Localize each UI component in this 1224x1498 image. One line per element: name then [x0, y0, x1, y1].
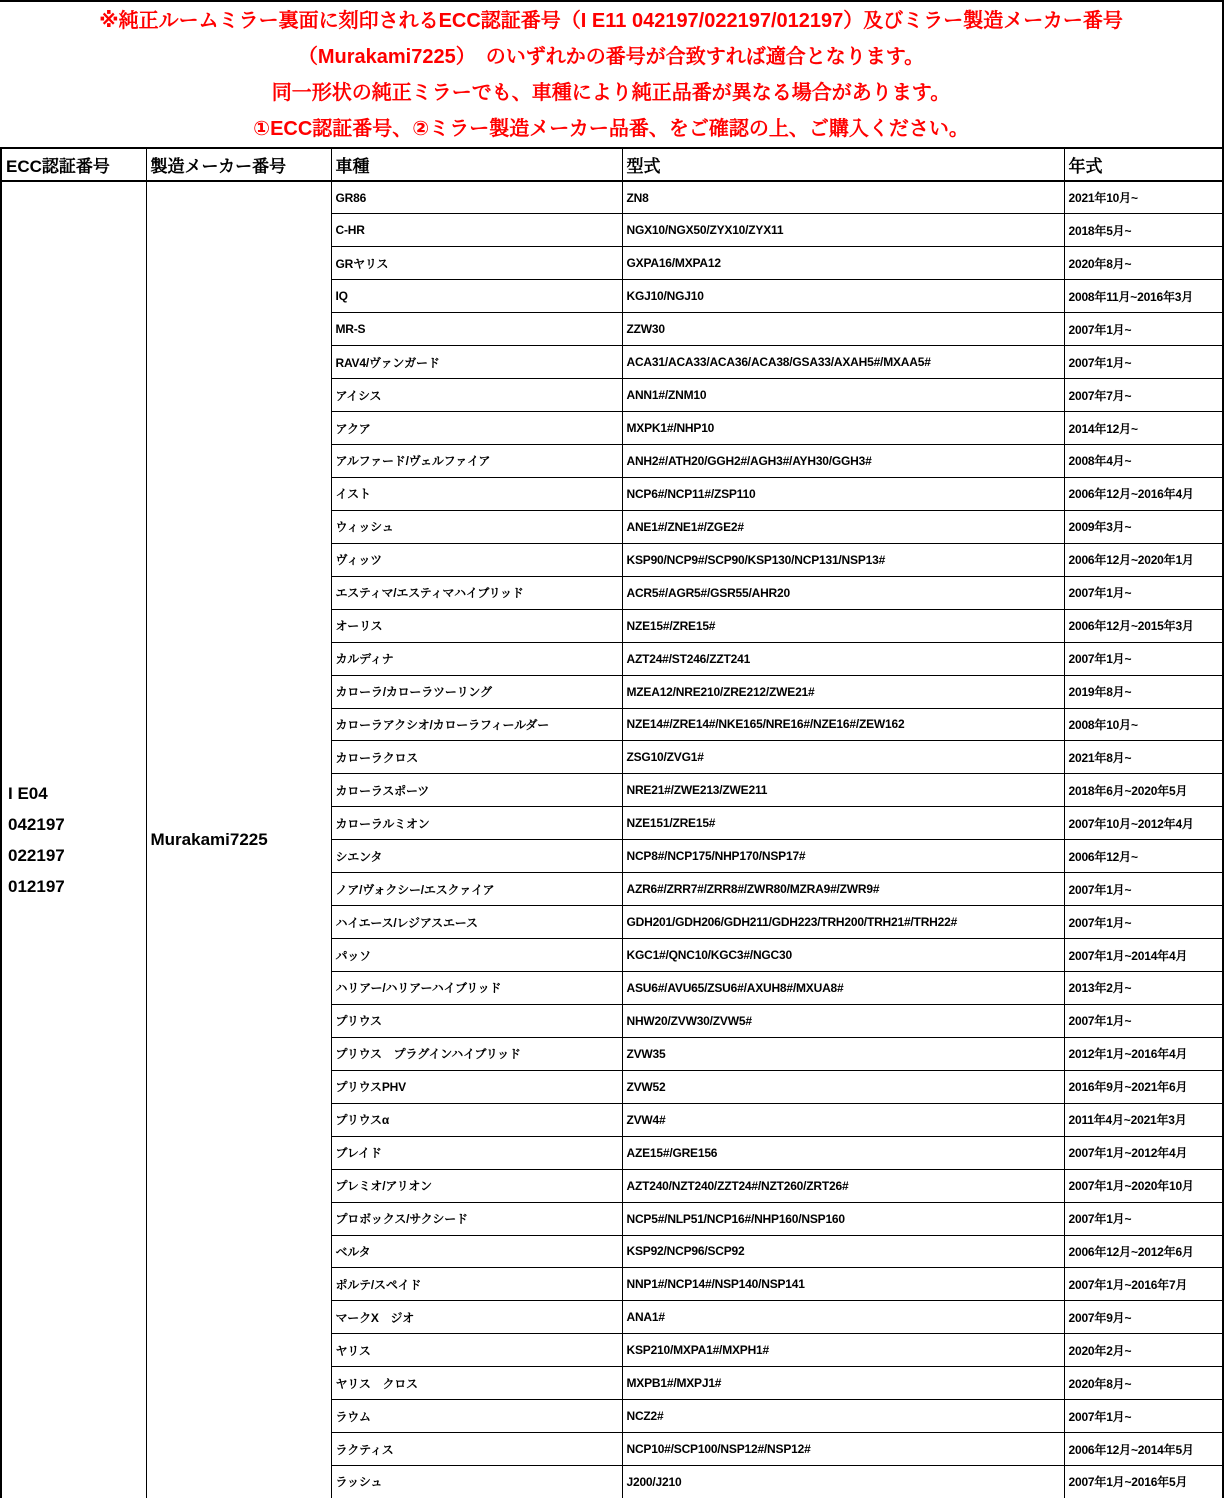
model-cell: オーリス	[331, 609, 622, 642]
chassis-code-cell: MXPK1#/NHP10	[622, 412, 1064, 445]
year-cell: 2007年1月~	[1064, 1400, 1223, 1433]
year-cell: 2007年1月~	[1064, 873, 1223, 906]
year-cell: 2007年1月~2016年5月	[1064, 1466, 1223, 1498]
year-cell: 2007年1月~	[1064, 313, 1223, 346]
column-header-manufacturer-number: 製造メーカー番号	[146, 148, 331, 181]
column-header-model: 車種	[331, 148, 622, 181]
model-cell: ベルタ	[331, 1235, 622, 1268]
model-cell: マークX ジオ	[331, 1301, 622, 1334]
year-cell: 2006年12月~	[1064, 840, 1223, 873]
year-cell: 2013年2月~	[1064, 972, 1223, 1005]
model-cell: カローラアクシオ/カローラフィールダー	[331, 708, 622, 741]
model-cell: プリウスα	[331, 1103, 622, 1136]
chassis-code-cell: ZSG10/ZVG1#	[622, 741, 1064, 774]
header-row	[1, 148, 1223, 181]
chassis-code-cell: J200/J210	[622, 1466, 1064, 1498]
chassis-code-cell: ZVW52	[622, 1070, 1064, 1103]
ecc-number-line: 042197	[8, 814, 65, 834]
year-cell: 2007年1月~2020年10月	[1064, 1169, 1223, 1202]
model-cell: ヴィッツ	[331, 543, 622, 576]
model-cell: プロボックス/サクシード	[331, 1202, 622, 1235]
chassis-code-cell: NRE21#/ZWE213/ZWE211	[622, 774, 1064, 807]
year-cell: 2007年1月~	[1064, 346, 1223, 379]
model-cell: プリウス	[331, 1004, 622, 1037]
chassis-code-cell: ANN1#/ZNM10	[622, 379, 1064, 412]
chassis-code-cell: KSP210/MXPA1#/MXPH1#	[622, 1334, 1064, 1367]
chassis-code-cell: GXPA16/MXPA12	[622, 247, 1064, 280]
model-cell: ウィッシュ	[331, 510, 622, 543]
chassis-code-cell: NZE15#/ZRE15#	[622, 609, 1064, 642]
chassis-code-cell: NCP6#/NCP11#/ZSP110	[622, 477, 1064, 510]
chassis-code-cell: KSP92/NCP96/SCP92	[622, 1235, 1064, 1268]
model-cell: アクア	[331, 412, 622, 445]
year-cell: 2018年6月~2020年5月	[1064, 774, 1223, 807]
year-cell: 2012年1月~2016年4月	[1064, 1037, 1223, 1070]
model-cell: プリウスPHV	[331, 1070, 622, 1103]
table-body	[1, 181, 1223, 1498]
chassis-code-cell: NCP8#/NCP175/NHP170/NSP17#	[622, 840, 1064, 873]
chassis-code-cell: MXPB1#/MXPJ1#	[622, 1367, 1064, 1400]
year-cell: 2007年1月~	[1064, 1202, 1223, 1235]
year-cell: 2008年11月~2016年3月	[1064, 280, 1223, 313]
year-cell: 2007年1月~2012年4月	[1064, 1136, 1223, 1169]
model-cell: エスティマ/エスティマハイブリッド	[331, 576, 622, 609]
year-cell: 2006年12月~2015年3月	[1064, 609, 1223, 642]
table-header	[1, 148, 1223, 181]
chassis-code-cell: AZR6#/ZRR7#/ZRR8#/ZWR80/MZRA9#/ZWR9#	[622, 873, 1064, 906]
compatibility-table	[0, 147, 1224, 1498]
ecc-number-line: 012197	[8, 876, 65, 896]
chassis-code-cell: AZE15#/GRE156	[622, 1136, 1064, 1169]
model-cell: アイシス	[331, 379, 622, 412]
year-cell: 2008年4月~	[1064, 445, 1223, 478]
model-cell: GRヤリス	[331, 247, 622, 280]
chassis-code-cell: ZN8	[622, 181, 1064, 214]
model-cell: ヤリス	[331, 1334, 622, 1367]
model-cell: MR-S	[331, 313, 622, 346]
year-cell: 2008年10月~	[1064, 708, 1223, 741]
chassis-code-cell: NCP10#/SCP100/NSP12#/NSP12#	[622, 1433, 1064, 1466]
chassis-code-cell: ANA1#	[622, 1301, 1064, 1334]
model-cell: ポルテ/スペイド	[331, 1268, 622, 1301]
model-cell: プリウス プラグインハイブリッド	[331, 1037, 622, 1070]
column-header-year: 年式	[1064, 148, 1223, 181]
year-cell: 2006年12月~2020年1月	[1064, 543, 1223, 576]
column-header-ecc-number: ECC認証番号	[1, 148, 146, 181]
year-cell: 2007年1月~	[1064, 906, 1223, 939]
model-cell: ラウム	[331, 1400, 622, 1433]
year-cell: 2007年1月~2014年4月	[1064, 939, 1223, 972]
chassis-code-cell: NCZ2#	[622, 1400, 1064, 1433]
chassis-code-cell: NCP5#/NLP51/NCP16#/NHP160/NSP160	[622, 1202, 1064, 1235]
year-cell: 2006年12月~2016年4月	[1064, 477, 1223, 510]
year-cell: 2006年12月~2014年5月	[1064, 1433, 1223, 1466]
model-cell: カローラ/カローラツーリング	[331, 675, 622, 708]
chassis-code-cell: KGC1#/QNC10/KGC3#/NGC30	[622, 939, 1064, 972]
year-cell: 2014年12月~	[1064, 412, 1223, 445]
model-cell: シエンタ	[331, 840, 622, 873]
model-cell: プレミオ/アリオン	[331, 1169, 622, 1202]
model-cell: ハリアー/ハリアーハイブリッド	[331, 972, 622, 1005]
chassis-code-cell: NGX10/NGX50/ZYX10/ZYX11	[622, 214, 1064, 247]
year-cell: 2011年4月~2021年3月	[1064, 1103, 1223, 1136]
model-cell: ハイエース/レジアスエース	[331, 906, 622, 939]
year-cell: 2021年10月~	[1064, 181, 1223, 214]
ecc-number-cell	[1, 181, 146, 1498]
year-cell: 2021年8月~	[1064, 741, 1223, 774]
year-cell: 2007年1月~	[1064, 576, 1223, 609]
year-cell: 2007年9月~	[1064, 1301, 1223, 1334]
year-cell: 2006年12月~2012年6月	[1064, 1235, 1223, 1268]
model-cell: C-HR	[331, 214, 622, 247]
chassis-code-cell: ZVW4#	[622, 1103, 1064, 1136]
model-cell: ラクティス	[331, 1433, 622, 1466]
model-cell: IQ	[331, 280, 622, 313]
model-cell: ヤリス クロス	[331, 1367, 622, 1400]
year-cell: 2018年5月~	[1064, 214, 1223, 247]
year-cell: 2016年9月~2021年6月	[1064, 1070, 1223, 1103]
model-cell: イスト	[331, 477, 622, 510]
model-cell: ラッシュ	[331, 1466, 622, 1498]
model-cell: パッソ	[331, 939, 622, 972]
model-cell: カローラルミオン	[331, 807, 622, 840]
notice-line: ①ECC認証番号、②ミラー製造メーカー品番、をご確認の上、ご購入ください。	[253, 118, 969, 140]
year-cell: 2007年1月~	[1064, 642, 1223, 675]
notice-line: （Murakami7225） のいずれかの番号が合致すれば適合となります。	[297, 46, 925, 68]
ecc-number-line: I E04	[8, 783, 48, 803]
year-cell: 2020年8月~	[1064, 1367, 1223, 1400]
notice-block	[0, 2, 1222, 147]
column-header-chassis-code: 型式	[622, 148, 1064, 181]
chassis-code-cell: KSP90/NCP9#/SCP90/KSP130/NCP131/NSP13#	[622, 543, 1064, 576]
chassis-code-cell: ZVW35	[622, 1037, 1064, 1070]
chassis-code-cell: ANE1#/ZNE1#/ZGE2#	[622, 510, 1064, 543]
chassis-code-cell: ASU6#/AVU65/ZSU6#/AXUH8#/MXUA8#	[622, 972, 1064, 1005]
year-cell: 2020年2月~	[1064, 1334, 1223, 1367]
notice-line: ※純正ルームミラー裏面に刻印されるECC認証番号（I E11 042197/022197/012197）及びミラー製造メーカー番号	[99, 10, 1123, 32]
model-cell: カルディナ	[331, 642, 622, 675]
manufacturer-number-cell: Murakami7225	[146, 181, 331, 1498]
chassis-code-cell: AZT240/NZT240/ZZT24#/NZT260/ZRT26#	[622, 1169, 1064, 1202]
chassis-code-cell: ACR5#/AGR5#/GSR55/AHR20	[622, 576, 1064, 609]
year-cell: 2020年8月~	[1064, 247, 1223, 280]
chassis-code-cell: MZEA12/NRE210/ZRE212/ZWE21#	[622, 675, 1064, 708]
chassis-code-cell: NHW20/ZVW30/ZVW5#	[622, 1004, 1064, 1037]
model-cell: RAV4/ヴァンガード	[331, 346, 622, 379]
chassis-code-cell: ZZW30	[622, 313, 1064, 346]
chassis-code-cell: NNP1#/NCP14#/NSP140/NSP141	[622, 1268, 1064, 1301]
model-cell: カローラスポーツ	[331, 774, 622, 807]
year-cell: 2007年7月~	[1064, 379, 1223, 412]
year-cell: 2019年8月~	[1064, 675, 1223, 708]
chassis-code-cell: ANH2#/ATH20/GGH2#/AGH3#/AYH30/GGH3#	[622, 445, 1064, 478]
chassis-code-cell: AZT24#/ST246/ZZT241	[622, 642, 1064, 675]
ecc-number-line: 022197	[8, 845, 65, 865]
chassis-code-cell: GDH201/GDH206/GDH211/GDH223/TRH200/TRH21#/TRH22#	[622, 906, 1064, 939]
year-cell: 2007年1月~	[1064, 1004, 1223, 1037]
chassis-code-cell: KGJ10/NGJ10	[622, 280, 1064, 313]
year-cell: 2007年10月~2012年4月	[1064, 807, 1223, 840]
table-row	[1, 181, 1223, 214]
notice-line: 同一形状の純正ミラーでも、車種により純正品番が異なる場合があります。	[271, 82, 951, 104]
year-cell: 2007年1月~2016年7月	[1064, 1268, 1223, 1301]
year-cell: 2009年3月~	[1064, 510, 1223, 543]
model-cell: アルファード/ヴェルファイア	[331, 445, 622, 478]
model-cell: ブレイド	[331, 1136, 622, 1169]
model-cell: カローラクロス	[331, 741, 622, 774]
model-cell: ノア/ヴォクシー/エスクァイア	[331, 873, 622, 906]
chassis-code-cell: NZE14#/ZRE14#/NKE165/NRE16#/NZE16#/ZEW162	[622, 708, 1064, 741]
model-cell: GR86	[331, 181, 622, 214]
chassis-code-cell: NZE151/ZRE15#	[622, 807, 1064, 840]
chassis-code-cell: ACA31/ACA33/ACA36/ACA38/GSA33/AXAH5#/MXAA5#	[622, 346, 1064, 379]
